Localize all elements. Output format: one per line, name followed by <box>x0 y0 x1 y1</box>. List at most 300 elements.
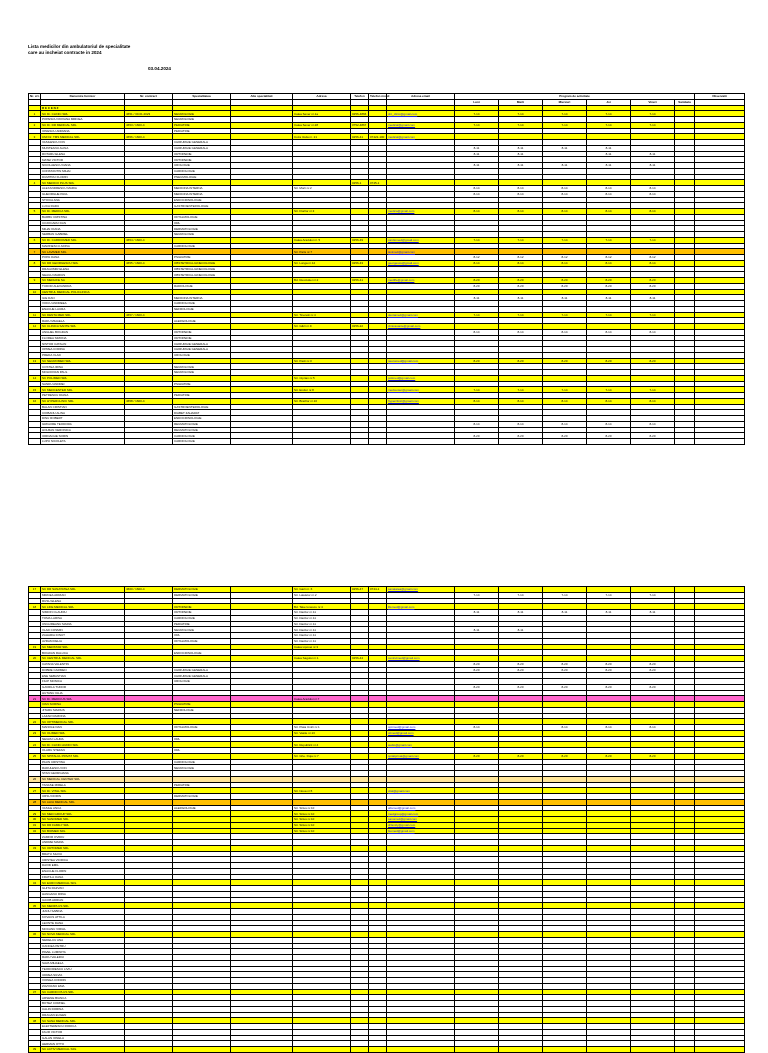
cell-name: ANDREI MARIA <box>41 840 125 846</box>
cell-email[interactable]: olimed@gmail.com <box>387 730 455 736</box>
cell-phone: 0256-47 <box>351 587 369 593</box>
cell-specialty: ORL <box>173 633 231 639</box>
cell-phone: 0256-49 <box>351 237 369 243</box>
cell-nr: 26 <box>29 776 41 782</box>
cell-name: TUDOR ALEXANDRA <box>41 283 125 289</box>
cell-name: URSU DORIN <box>41 794 125 800</box>
cell-email[interactable]: medical@gmail.com <box>387 134 455 140</box>
cell-program-day: 8-14 <box>543 725 587 731</box>
cell-email[interactable]: alfamed@gmail.com <box>387 805 455 811</box>
cell-phone <box>351 439 369 445</box>
cell-program-day: 8-14 <box>455 329 499 335</box>
cell-specialty: NEUROLOGIE <box>173 232 231 238</box>
cell-program-day: 8-11 <box>543 610 587 616</box>
cell-email[interactable]: clinicasante@gmail.com <box>387 324 455 330</box>
cell-email[interactable]: medgroup@gmail.com <box>387 811 455 817</box>
cell-program-day: 8-14 <box>455 725 499 731</box>
cell-program-day <box>499 1047 543 1053</box>
cell-phone: 0256-41 <box>351 134 369 140</box>
cell-name: NEAGU MARIUS <box>41 272 125 278</box>
cell-email[interactable]: medlife@gmail.com <box>387 278 455 284</box>
cell-email[interactable]: spitalprivat@gmail.com <box>387 753 455 759</box>
col-address: Adresa <box>293 94 351 100</box>
cell-email[interactable]: audio@gmail.com <box>387 742 455 748</box>
cell-address: Str. Sirius nr.10 <box>293 805 351 811</box>
cell-name: NICOLAESCU DANA <box>41 163 125 169</box>
cell-email[interactable]: hyperclinic@gmail.com <box>387 398 455 404</box>
cell-mobile <box>369 1047 387 1053</box>
cell-address: Calea Aradului nr.7 <box>293 696 351 702</box>
cell-address: Str. Gării nr.9 <box>293 324 351 330</box>
cell-program-day: 8-14 <box>499 186 543 192</box>
cell-specialty: REUMATOLOGIE <box>173 421 231 427</box>
cell-address: Str. Sirius nr.10 <box>293 828 351 834</box>
cell-name: MANOLE DAN <box>41 725 125 731</box>
cell-email[interactable]: vital@gmail.com <box>387 788 455 794</box>
cell-phone: 0752-4867 <box>351 122 369 128</box>
cell-email[interactable]: lavimed@gmail.com <box>387 249 455 255</box>
cell-name: VLAD COSMIN <box>41 627 125 633</box>
cell-name: POPESCU ROXANA MIRCEA <box>41 117 125 123</box>
cell-program-day: 7-14 <box>499 122 543 128</box>
cell-nr: 11 <box>29 312 41 318</box>
cell-name: PAVEL LUMINITA <box>41 949 125 955</box>
cell-program-day: 8-20 <box>587 684 631 690</box>
cell-specialty-2 <box>231 439 293 445</box>
cell-program-day: 8-14 <box>455 191 499 197</box>
cell-nr: 16 <box>29 398 41 404</box>
cell-specialty: ORL <box>173 748 231 754</box>
cell-name: COJOCARU DAN <box>41 220 125 226</box>
cell-name: SC ORTOMED SRL <box>41 845 125 851</box>
cell-program-day: 8-20 <box>631 667 675 673</box>
cell-name: SC MEDLIFE SA <box>41 278 125 284</box>
cell-email[interactable]: biomed@gmail.com <box>387 828 455 834</box>
cell-phone: 0256-44 <box>351 656 369 662</box>
cell-address: Cuza Voda nr. 21 <box>293 134 351 140</box>
cell-program-day: 8-20 <box>631 661 675 667</box>
cell-specialty: CARDIOLOGIE <box>173 439 231 445</box>
cell-program-day: 8-14 <box>543 421 587 427</box>
cell-address: Str. Lunga nr.12 <box>293 260 351 266</box>
col-observations: Observatii <box>695 94 745 100</box>
cell-address: Str. Tineretii nr.4 <box>293 312 351 318</box>
cell-specialty: PEDIATRIE <box>173 128 231 134</box>
cell-name: SC CARDIO PLUS SRL <box>41 989 125 995</box>
cell-specialty-2 <box>231 1047 293 1053</box>
cell-email[interactable]: drc_clinic@gmail.com <box>387 111 455 117</box>
cell-name: SC DR GEORGESCU SRL <box>41 260 125 266</box>
cell-address: Str. Dacilor nr.11 <box>293 627 351 633</box>
cell-program-day: 7-14 <box>587 312 631 318</box>
cell-name: SC MEDICAL CENTER SRL <box>41 776 125 782</box>
cell-nr: 19 <box>29 644 41 650</box>
cell-nr: 15 <box>29 387 41 393</box>
cell-specialty: PEDIATRIE <box>173 122 231 128</box>
cell-observations <box>695 1047 745 1053</box>
cell-nr: 29 <box>29 811 41 817</box>
cell-program-day: 8-20 <box>587 283 631 289</box>
cell-specialty: NEUROLOGIE <box>173 370 231 376</box>
cell-email[interactable]: sanomed@gmail.com <box>387 817 455 823</box>
cell-name: CENTRUL MEDICAL POLICLINICA <box>41 289 125 295</box>
cell-program-day <box>631 1047 675 1053</box>
cell-name: HANGANU IRINA <box>41 891 125 897</box>
cell-specialty: ALERGOLOGIE <box>173 805 231 811</box>
cell-program-day: 7-14 <box>543 312 587 318</box>
cell-name: SC EURO MEDICAL SRL <box>41 880 125 886</box>
cell-nr: 12 <box>29 324 41 330</box>
cell-name: SC MEDCENTER SRL <box>41 387 125 393</box>
cell-name: NEGRU LAURA <box>41 736 125 742</box>
cell-program-day: 7-14 <box>455 592 499 598</box>
cell-address: Str. Republicii nr.4 <box>293 742 351 748</box>
cell-address: Str. Dacilor nr.11 <box>293 610 351 616</box>
cell-contract: 4651 / 30.01.2023 <box>125 111 173 117</box>
cell-specialty: ORTOPEDIE <box>173 610 231 616</box>
cell-specialty: CARDIOLOGIE <box>173 243 231 249</box>
cell-specialty: UROLOGIE <box>173 163 231 169</box>
cell-name: JITARU MARIUS <box>41 707 125 713</box>
cell-name: POPA OANA <box>41 255 125 261</box>
cell-program-day: 8-14 <box>543 186 587 192</box>
cell-address: Calea Aradului nr. 5 <box>293 237 351 243</box>
cell-program-day: 8-20 <box>455 667 499 673</box>
cell-program-day: 8-14 <box>631 421 675 427</box>
cell-name: RADU MIHAELA <box>41 318 125 324</box>
cell-specialty: ENDOCRINOLOGIE <box>173 197 231 203</box>
cell-name: SC DR SANATATEA SRL <box>41 587 125 593</box>
cell-program-day: 8-14 <box>543 209 587 215</box>
cell-nr: 34 <box>29 880 41 886</box>
cell-name: STAN GEORGIANA <box>41 771 125 777</box>
cell-program-day: 8-14 <box>543 191 587 197</box>
cell-nr: 25 <box>29 753 41 759</box>
cell-contract: 4656 / 1600-4 <box>125 134 173 140</box>
cell-name: FLOREA SIMONA <box>41 335 125 341</box>
cell-contract: 4657 / 1600-4 <box>125 312 173 318</box>
col-contract: Nr. contract <box>125 94 173 100</box>
cell-address: Str. Dacilor nr.11 <box>293 621 351 627</box>
cell-program-day: 8-14 <box>455 398 499 404</box>
cell-program-day: 8-11 <box>587 295 631 301</box>
cell-program-day: 8-20 <box>631 753 675 759</box>
cell-name: MOLDOVAN PAUL <box>41 370 125 376</box>
cell-name: ELEFTERESCU RODICA <box>41 1024 125 1030</box>
cell-address: Str. Sirius nr.10 <box>293 822 351 828</box>
cell-program-day: 7-14 <box>543 122 587 128</box>
cell-email[interactable]: medical@gmail.com <box>387 122 455 128</box>
cell-specialty: CHIRURGIE GENERALA <box>173 347 231 353</box>
cell-program-day: 7-14 <box>631 122 675 128</box>
cell-nr: 4 <box>29 180 41 186</box>
cell-specialty: REUMATOLOGIE <box>173 427 231 433</box>
cell-name: DUMITRU FLORIN <box>41 174 125 180</box>
cell-name: ZAHARIA IONUT <box>41 633 125 639</box>
cell-specialty: PNEUMOLOGIE <box>173 174 231 180</box>
cell-specialty: ORTOPEDIE <box>173 335 231 341</box>
cell-specialty <box>173 1047 231 1053</box>
cell-program-day: 8-20 <box>499 433 543 439</box>
cell-phone <box>351 1047 369 1053</box>
table-row <box>29 439 745 445</box>
cell-name: PAUN CRISTINA <box>41 759 125 765</box>
cell-name: GRIGORE TEODORA <box>41 421 125 427</box>
cell-name: SC ACTIV MEDICAL SRL <box>41 1047 125 1053</box>
cell-name: ANGHEL BOGDAN <box>41 329 125 335</box>
cell-name: SC Dr. DR MEDICAL SRL <box>41 122 125 128</box>
cell-name: BOTEZ CORNEL <box>41 1001 125 1007</box>
cell-nr: 2 <box>29 122 41 128</box>
cell-program-day: 8-14 <box>499 191 543 197</box>
cell-nr: 35 <box>29 903 41 909</box>
cell-program-day: 8-20 <box>587 358 631 364</box>
cell-name: SC MED GROUP SRL <box>41 811 125 817</box>
cell-specialty: ORTOPEDIE <box>173 604 231 610</box>
cell-nr: 31 <box>29 822 41 828</box>
cell-program-day: 8-14 <box>631 186 675 192</box>
col-email: Adresa email <box>387 94 455 100</box>
cell-name: FRATILA OANA <box>41 874 125 880</box>
cell-nr: 14 <box>29 375 41 381</box>
cell-specialty: DERMATOLOGIE <box>173 587 231 593</box>
cell-name: NEDELCU ANA <box>41 937 125 943</box>
cell-specialty: NEFROLOGIE <box>173 306 231 312</box>
cell-program-day: 7-14 <box>499 592 543 598</box>
cell-observations <box>695 439 745 445</box>
cell-name: DRAGAN EUGEN <box>41 1012 125 1018</box>
cell-program-day: 8-14 <box>631 725 675 731</box>
cell-program-day: 8-12 <box>543 255 587 261</box>
cell-name: GHEORGHE PAUL <box>41 191 125 197</box>
day-tue: Marti <box>499 99 543 105</box>
cell-email <box>387 439 455 445</box>
cell-name: SC Dr. CARDIOMED SRL <box>41 237 125 243</box>
cell-program-day: 8-20 <box>631 278 675 284</box>
cell-program-day: 8-20 <box>543 358 587 364</box>
cell-name: SC Dr. CLINIC AUDIO SRL <box>41 742 125 748</box>
cell-name: LAZAR RAMONA <box>41 713 125 719</box>
cell-name: PETRESCU DIANA <box>41 393 125 399</box>
document-date: 03.04.2024 <box>148 66 171 71</box>
cell-program-day: 8-11 <box>631 151 675 157</box>
cell-contract: 4655 / 1600-4 <box>125 260 173 266</box>
cell-name: VOICU ANDREEA <box>41 301 125 307</box>
cell-name: SAVA MIHAELA <box>41 960 125 966</box>
cell-program-day: 8-20 <box>499 684 543 690</box>
cell-program-day: 8-14 <box>631 398 675 404</box>
cell-program-day: 8-20 <box>455 278 499 284</box>
cell-name: MIHAI IOANA <box>41 226 125 232</box>
cell-email[interactable]: optimed@gmail.com <box>387 725 455 731</box>
cell-program-day: 8-12 <box>631 255 675 261</box>
cell-program-day: 8-11 <box>499 610 543 616</box>
cell-address: Calea Sagului nr.1 <box>293 656 351 662</box>
cell-program-day: 8-20 <box>543 278 587 284</box>
cell-specialty: ORTOPEDIE <box>173 157 231 163</box>
cell-program-day: 8-11 <box>455 295 499 301</box>
cell-name: ENACHE FLORIN <box>41 868 125 874</box>
cell-specialty: OBSTETRICA-GINECOLOGIE <box>173 272 231 278</box>
cell-program-day <box>455 439 499 445</box>
cell-name: LEONTE DANA <box>41 920 125 926</box>
cell-program-day: 8-11 <box>455 151 499 157</box>
cell-nr: 24 <box>29 742 41 748</box>
cell-program-day: 8-11 <box>587 163 631 169</box>
cell-program-day: 8-14 <box>587 421 631 427</box>
cell-address: Str. Dacilor nr.11 <box>293 633 351 639</box>
cell-email[interactable]: lifemed@gmail.com <box>387 604 455 610</box>
cell-email[interactable]: neuromed@gmail.com <box>387 358 455 364</box>
cell-address <box>293 439 351 445</box>
cell-name: OANCEA PETRU <box>41 943 125 949</box>
cell-program-day: 8-14 <box>587 329 631 335</box>
cell-name: SC MEDSTAR SRL <box>41 644 125 650</box>
cell-program-day: 7-14 <box>455 387 499 393</box>
cell-specialty: MEDICINA INTERNA <box>173 295 231 301</box>
cell-program-day: 8-14 <box>631 260 675 266</box>
cell-program-day: 8-20 <box>499 278 543 284</box>
cell-address <box>293 1047 351 1053</box>
cell-name: CONSTANTIN MIHAI <box>41 168 125 174</box>
cell-program-day: 8-11 <box>455 145 499 151</box>
cell-email[interactable]: medcenter@gmail.com <box>387 387 455 393</box>
cell-program-day: 7-14 <box>543 592 587 598</box>
cell-specialty: ORTOPEDIE <box>173 151 231 157</box>
cell-specialty: CARDIOLOGIE <box>173 759 231 765</box>
cell-name: SC CENTRUL MEDICAL SRL <box>41 656 125 662</box>
cell-program-day: 8-14 <box>587 260 631 266</box>
cell-contract <box>125 439 173 445</box>
cell-address: Str. Lalelelor nr.2 <box>293 592 351 598</box>
cell-program-day <box>675 439 695 445</box>
cell-name: GALAN IONELA <box>41 1035 125 1041</box>
table-row <box>29 1047 745 1053</box>
cell-specialty: PSIHIATRIE <box>173 381 231 387</box>
cell-nr: 5 <box>29 209 41 215</box>
cell-program-day <box>543 1047 587 1053</box>
cell-phone: 0256-43 <box>351 260 369 266</box>
cell-specialty: CHIRURGIE GENERALA <box>173 140 231 146</box>
cell-name: BRATU SILVIU <box>41 851 125 857</box>
cell-address: Str. Eroilor nr.8 <box>293 387 351 393</box>
cell-program-day: 8-14 <box>587 398 631 404</box>
cell-address: Str. Sirius nr.10 <box>293 811 351 817</box>
cell-program-day <box>675 1047 695 1053</box>
cell-program-day: 8-11 <box>631 610 675 616</box>
cell-specialty: OBSTETRICA-GINECOLOGIE <box>173 260 231 266</box>
cell-name: SC SANA MEDICAL SRL <box>41 1018 125 1024</box>
cell-program-day: 8-14 <box>631 209 675 215</box>
cell-name: LUCA RADU <box>41 203 125 209</box>
cell-address: Str. Garii nr. 6 <box>293 587 351 593</box>
cell-email[interactable]: sanatatea@gmail.com <box>387 587 455 593</box>
cell-specialty: CHIRURGIE GENERALA <box>173 145 231 151</box>
cell-program-day: 8-14 <box>543 260 587 266</box>
cell-specialty: DERMATOLOGIE <box>173 592 231 598</box>
cell-name: BARBU CRISTINA <box>41 214 125 220</box>
cell-program-day: 8-12 <box>455 255 499 261</box>
cell-name: HOLBAN VERONICA <box>41 427 125 433</box>
cell-program-day: 8-20 <box>499 753 543 759</box>
cell-specialty: DERMATOLOGIE <box>173 226 231 232</box>
cell-program-day: 8-14 <box>499 398 543 404</box>
cell-nr: 13 <box>29 358 41 364</box>
cell-nr: 9 <box>29 278 41 284</box>
cell-address: Calea Lipovei nr.3 <box>293 644 351 650</box>
cell-email[interactable]: cardiomed@gmail.com <box>387 237 455 243</box>
cell-name: TANASE MIRELA <box>41 782 125 788</box>
cell-email[interactable]: georgescu@gmail.com <box>387 260 455 266</box>
cell-name: AVRAM DELIA <box>41 638 125 644</box>
cell-program-day: 8-20 <box>499 661 543 667</box>
cell-address: Bd. Take Ionescu nr.4 <box>293 604 351 610</box>
cell-phone: 0256-1 <box>351 180 369 186</box>
cell-email[interactable]: drfamily@gmail.com <box>387 822 455 828</box>
cell-name: SC MEDIPLUS SRL <box>41 903 125 909</box>
cell-specialty: NEUROLOGIE <box>173 364 231 370</box>
cell-name: IORDACHE SORIN <box>41 433 125 439</box>
cell-name: HUTANU IULIA <box>41 690 125 696</box>
cell-contract: 4660 / 1600-4 <box>125 587 173 593</box>
cell-specialty: CHIRURGIE GENERALA <box>173 667 231 673</box>
cell-name: MATEI VICTOR <box>41 157 125 163</box>
cell-name: RADULESCU ION <box>41 765 125 771</box>
cell-nr: 3 <box>29 134 41 140</box>
cell-email[interactable]: polimed@gmail.com <box>387 375 455 381</box>
cell-name: SC Dr. MEDICA SRL <box>41 209 125 215</box>
cell-program-day: 8-11 <box>631 295 675 301</box>
cell-program-day: 8-20 <box>499 283 543 289</box>
cell-nr: 37 <box>29 989 41 995</box>
cell-name: SIMION CLAUDIU <box>41 610 125 616</box>
cell-mobile: 07422-100 <box>369 134 387 140</box>
cell-email[interactable]: dentamed@gmail.com <box>387 312 455 318</box>
cell-program-day: 8-20 <box>543 753 587 759</box>
col-mobile: Telefon mobil <box>370 94 390 99</box>
cell-name: BALAN CRISTIAN <box>41 404 125 410</box>
cell-name: DAVID EMIL <box>41 863 125 869</box>
cell-nr: 23 <box>29 730 41 736</box>
cell-name: UNGUREANU MARIA <box>41 621 125 627</box>
cell-nr: 7 <box>29 249 41 255</box>
cell-program-day: 8-20 <box>587 433 631 439</box>
cell-nr: 22 <box>29 719 41 725</box>
cell-specialty: CHIRURGIE GENERALA <box>173 673 231 679</box>
cell-program-day: 8-20 <box>543 433 587 439</box>
cell-email[interactable]: medica@gmail.com <box>387 209 455 215</box>
cell-program-day: 8-20 <box>455 283 499 289</box>
cell-specialty: NEFROLOGIE <box>173 707 231 713</box>
cell-program-day: 8-14 <box>587 725 631 731</box>
cell-name: ROTARU ELENA <box>41 151 125 157</box>
cell-specialty: CHIRURGIE GENERALA <box>173 341 231 347</box>
cell-program-day: 7-14 <box>587 111 631 117</box>
cell-specialty: OFTALMOLOGIE <box>173 638 231 644</box>
cell-program-day: 8-14 <box>455 421 499 427</box>
cell-name: LUPU NICOLETA <box>41 439 125 445</box>
cell-nr: 36 <box>29 932 41 938</box>
cell-specialty: DIABET ZAHARAT <box>173 410 231 416</box>
cell-program-day: 7-14 <box>631 237 675 243</box>
cell-nr: 21 <box>29 696 41 702</box>
cell-program-day <box>455 1047 499 1053</box>
cell-program-day: 7-14 <box>587 592 631 598</box>
cell-email[interactable]: centrulmed@gmail.com <box>387 656 455 662</box>
cell-name: RADU VALERIU <box>41 955 125 961</box>
cell-name: HERMAN OTTO <box>41 1041 125 1047</box>
cell-specialty: GASTROENTEROLOGIE <box>173 404 231 410</box>
